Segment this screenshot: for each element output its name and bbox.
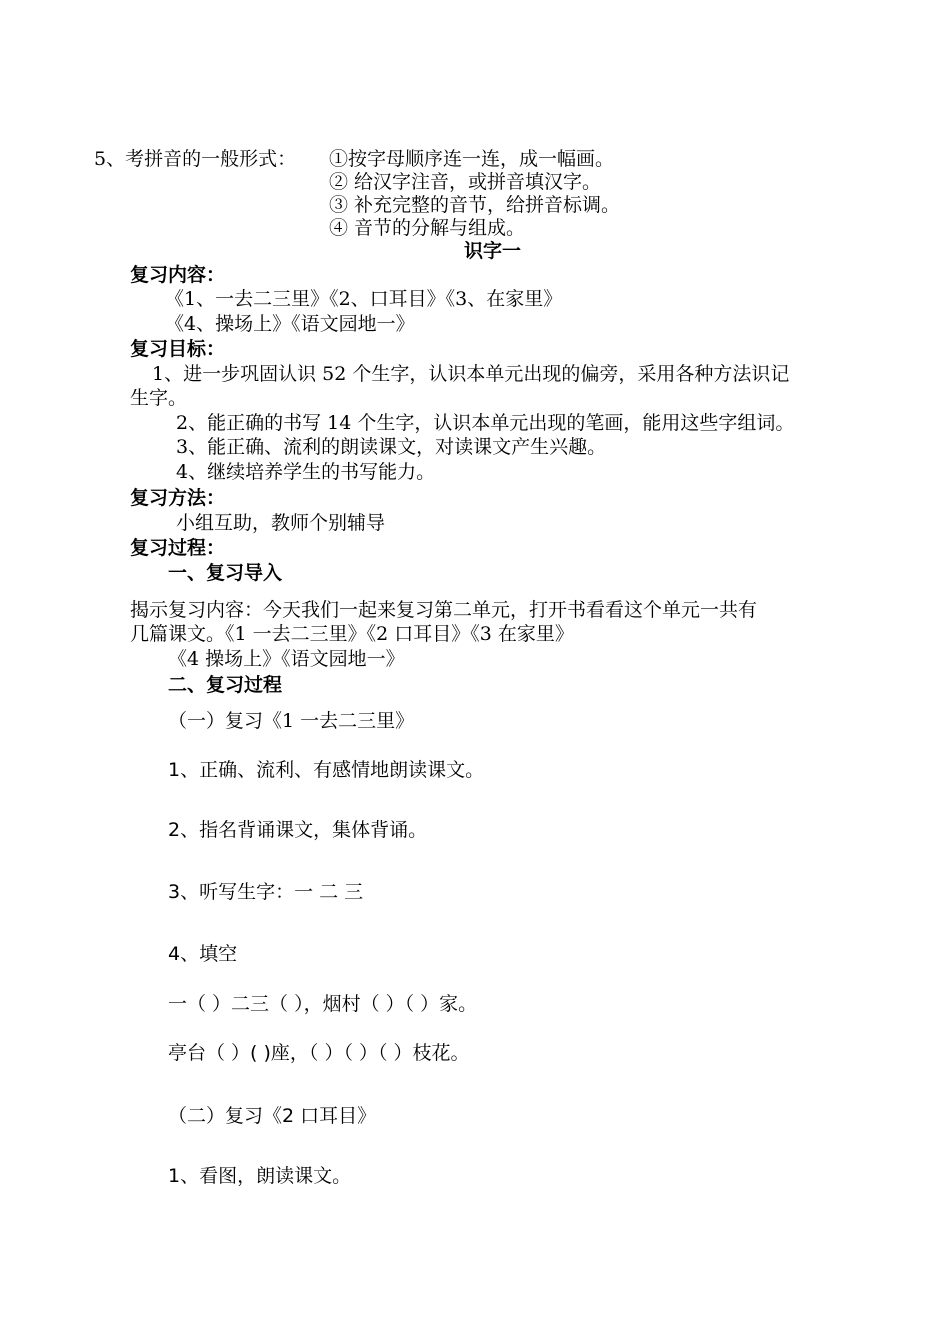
review-content-line-1: 《1、一去二三里》《2、口耳目》《3、在家里》 — [165, 288, 563, 310]
review-content-line-2: 《4、操场上》《语文园地一》 — [165, 313, 415, 335]
review-goal-1a: 1、进一步巩固认识 52 个生字，认识本单元出现的偏旁，采用各种方法识记 — [152, 363, 790, 385]
sub2-title: （二）复习《2 口耳目》 — [168, 1105, 377, 1127]
review-method-text: 小组互助，教师个别辅导 — [176, 512, 386, 534]
exam-form-item-2: ② 给汉字注音，或拼音填汉字。 — [329, 171, 602, 193]
part2-title: 二、复习过程 — [168, 674, 283, 696]
intro-line-c: 《4 操场上》《语文园地一》 — [168, 648, 405, 670]
section-title: 识字一 — [464, 240, 522, 262]
review-goal-3: 3、能正确、流利的朗读课文，对读课文产生兴趣。 — [176, 436, 607, 458]
review-goal-4: 4、继续培养学生的书写能力。 — [176, 461, 436, 483]
sub1-item-1: 1、正确、流利、有感情地朗读课文。 — [168, 759, 485, 781]
review-process-heading: 复习过程： — [130, 537, 226, 559]
exam-form-item-4: ④ 音节的分解与组成。 — [329, 217, 526, 239]
exam-form-item-3: ③ 补充完整的音节，给拼音标调。 — [329, 194, 621, 216]
sub1-title: （一）复习《1 一去二三里》 — [168, 710, 415, 732]
review-goals-heading: 复习目标： — [130, 338, 226, 360]
exam-form-item-1: ①按字母顺序连一连，成一幅画。 — [329, 148, 615, 170]
exam-forms-intro: 5、考拼音的一般形式： — [94, 148, 297, 170]
intro-line-a: 揭示复习内容：今天我们一起来复习第二单元，打开书看看这个单元一共有 — [130, 599, 758, 621]
review-goal-1b: 生字。 — [130, 387, 188, 409]
fill-blank-line-1: 一（ ）二三（ ），烟村（ ）（ ）家。 — [168, 993, 478, 1015]
fill-blank-line-2: 亭台（ ）( )座，（ ）（ ）（ ）枝花。 — [168, 1042, 470, 1064]
sub1-item-2: 2、指名背诵课文，集体背诵。 — [168, 819, 428, 841]
review-method-heading: 复习方法： — [130, 487, 226, 509]
intro-line-b: 几篇课文。《1 一去二三里》《2 口耳目》《3 在家里》 — [130, 623, 574, 645]
sub1-item-4: 4、填空 — [168, 943, 238, 965]
review-goal-2: 2、能正确的书写 14 个生字，认识本单元出现的笔画，能用这些字组词。 — [176, 412, 795, 434]
part1-title: 一、复习导入 — [168, 562, 283, 584]
sub2-item-1: 1、看图，朗读课文。 — [168, 1165, 352, 1187]
review-content-heading: 复习内容： — [130, 264, 226, 286]
sub1-item-3: 3、听写生字：一 二 三 — [168, 881, 364, 903]
